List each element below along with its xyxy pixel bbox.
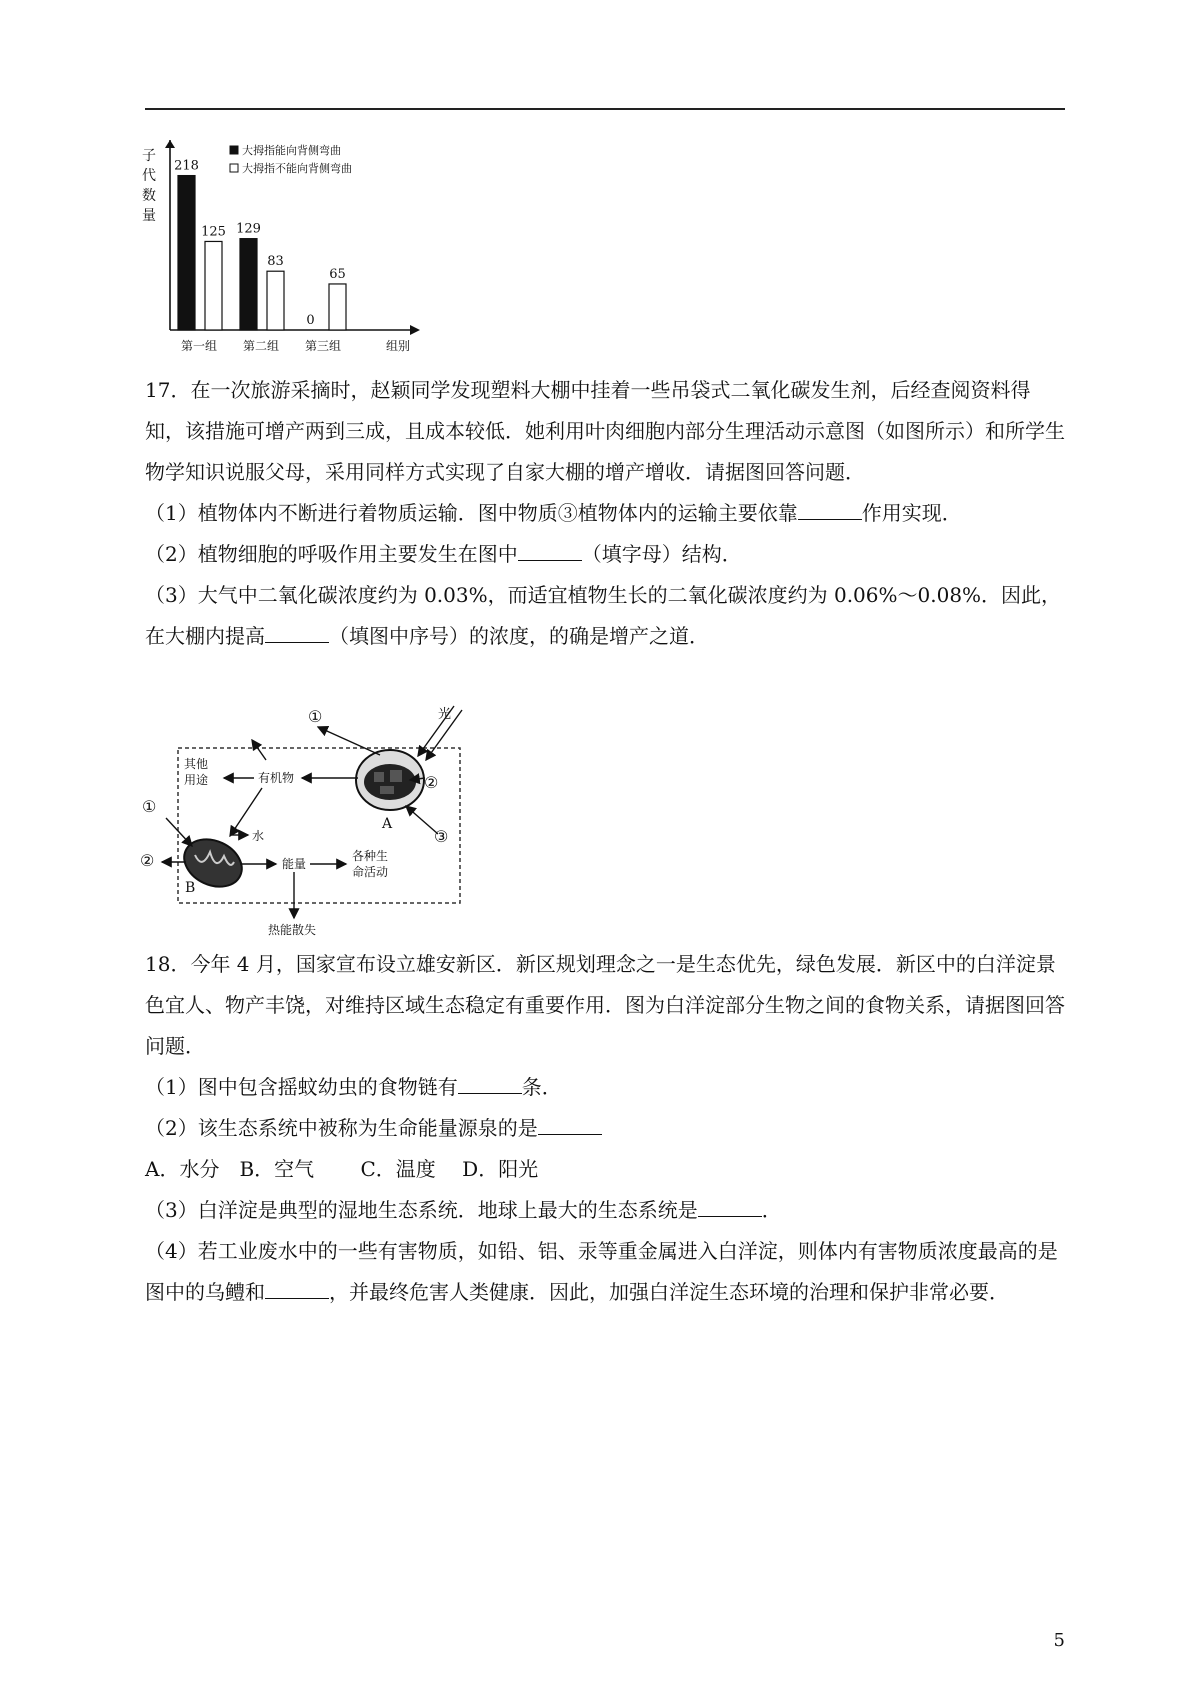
q18-part4-text-a: （4）若工业废水中的一些有害物质，如铅、铝、汞等重金属进入白洋淀，则体内有害物质浓度最高的是图中的乌鳢和 <box>145 1239 1058 1304</box>
water-label: 水 <box>252 829 265 843</box>
answer-blank[interactable] <box>265 1297 329 1299</box>
y-axis-label: 数 <box>142 188 156 204</box>
q17-part3 <box>145 575 1065 657</box>
legend-swatch <box>230 146 238 154</box>
bar <box>267 271 284 330</box>
other-use-label-2: 用途 <box>184 773 209 787</box>
answer-blank[interactable] <box>538 1133 602 1135</box>
label-2-left: ② <box>140 851 155 870</box>
x-axis-label: 组别 <box>386 339 411 353</box>
x-tick-label: 第二组 <box>242 339 280 353</box>
flow-arrows <box>162 706 462 918</box>
answer-blank[interactable] <box>698 1215 762 1217</box>
x-axis-arrow <box>410 325 420 335</box>
answer-blank[interactable] <box>458 1092 522 1094</box>
energy-label: 能量 <box>282 857 307 871</box>
light-label: 光 <box>438 707 452 722</box>
y-axis-label: 量 <box>142 208 156 224</box>
answer-blank[interactable] <box>518 559 582 561</box>
y-axis-label: 子 <box>142 148 156 164</box>
q18-part3 <box>145 1190 1065 1231</box>
data-label: 218 <box>174 158 199 174</box>
data-label: 0 <box>306 313 315 328</box>
legend-entry: 大拇指不能向背侧弯曲 <box>242 162 352 175</box>
q18-part2-text: （2）该生态系统中被称为生命能量源泉的是 <box>145 1116 538 1140</box>
cell-physiology-diagram <box>140 700 470 940</box>
q18-part1-text-a: （1）图中包含摇蚊幼虫的食物链有 <box>145 1075 458 1099</box>
label-a: A <box>382 816 393 832</box>
label-b: B <box>185 880 196 896</box>
q17-part3-text-a: （3）大气中二氧化碳浓度约为 0.03%，而适宜植物生长的二氧化碳浓度约为 0.06%～0.08%．因此，在大棚内提高 <box>145 583 1062 648</box>
q18-options: A．水分 B．空气 C．温度 D．阳光 <box>145 1157 539 1181</box>
question-18 <box>145 944 1065 1313</box>
label-1-top: ① <box>308 707 323 726</box>
q17-part1 <box>145 493 1065 534</box>
q18-part3-text-a: （3）白洋淀是典型的湿地生态系统．地球上最大的生态系统是 <box>145 1198 698 1222</box>
q17-part1-text-a: （1）植物体内不断进行着物质运输．图中物质③植物体内的运输主要依靠 <box>145 501 798 525</box>
q18-part3-text-b: ． <box>761 1198 782 1222</box>
q17-stem: 17．在一次旅游采摘时，赵颖同学发现塑料大棚中挂着一些吊袋式二氧化碳发生剂，后经查阅资料得知，该措施可增产两到三成，且成本较低．她利用叶肉细胞内部分生理活动示意图（如图所示）和所学生物学知识说服父母，采用同样方式实现了自家大棚的增产增收．请据图回答问题． <box>145 378 1065 484</box>
life-activity-label-2: 命活动 <box>352 865 389 879</box>
q18-part4 <box>145 1231 1065 1313</box>
bar <box>178 176 195 330</box>
y-axis-arrow <box>165 140 175 148</box>
q17-part2-text-a: （2）植物细胞的呼吸作用主要发生在图中 <box>145 542 518 566</box>
q17-part2 <box>145 534 1065 575</box>
q18-part2 <box>145 1108 1065 1149</box>
data-label: 129 <box>236 221 261 237</box>
q17-part3-text-b: （填图中序号）的浓度，的确是增产之道． <box>329 624 709 648</box>
bar-chart <box>140 140 430 360</box>
bar <box>329 284 346 330</box>
page-number: 5 <box>1053 1630 1065 1651</box>
label-1-left: ① <box>142 797 157 816</box>
q18-part4-text-b: ，并最终危害人类健康．因此，加强白洋淀生态环境的治理和保护非常必要． <box>329 1280 1009 1304</box>
label-3: ③ <box>434 827 449 846</box>
heat-loss-label: 热能散失 <box>268 923 317 937</box>
label-2-right: ② <box>424 773 439 792</box>
answer-blank[interactable] <box>265 641 329 643</box>
legend-swatch <box>230 164 238 172</box>
organic-label: 有机物 <box>258 771 295 785</box>
other-use-label-1: 其他 <box>184 757 209 771</box>
header-rule <box>145 108 1065 110</box>
q18-part1 <box>145 1067 1065 1108</box>
y-axis-label: 代 <box>142 168 156 184</box>
x-tick-label: 第三组 <box>304 339 342 353</box>
data-label: 65 <box>329 266 346 282</box>
q18-part1-text-b: 条． <box>521 1075 562 1099</box>
bar <box>240 239 257 330</box>
q17-part2-text-b: （填字母）结构． <box>581 542 742 566</box>
q17-part1-text-b: 作用实现． <box>861 501 962 525</box>
data-label: 125 <box>201 224 226 240</box>
legend-entry: 大拇指能向背侧弯曲 <box>242 144 341 157</box>
life-activity-label-1: 各种生 <box>352 849 389 863</box>
x-tick-label: 第一组 <box>180 339 218 353</box>
bar <box>205 241 222 330</box>
question-17 <box>145 370 1065 657</box>
data-label: 83 <box>267 254 284 270</box>
q18-stem: 18．今年 4 月，国家宣布设立雄安新区．新区规划理念之一是生态优先，绿色发展．新区中的白洋淀景色宜人、物产丰饶，对维持区域生态稳定有重要作用．图为白洋淀部分生物之间的食物关系，请据图回答问题． <box>145 952 1065 1058</box>
answer-blank[interactable] <box>798 518 862 520</box>
